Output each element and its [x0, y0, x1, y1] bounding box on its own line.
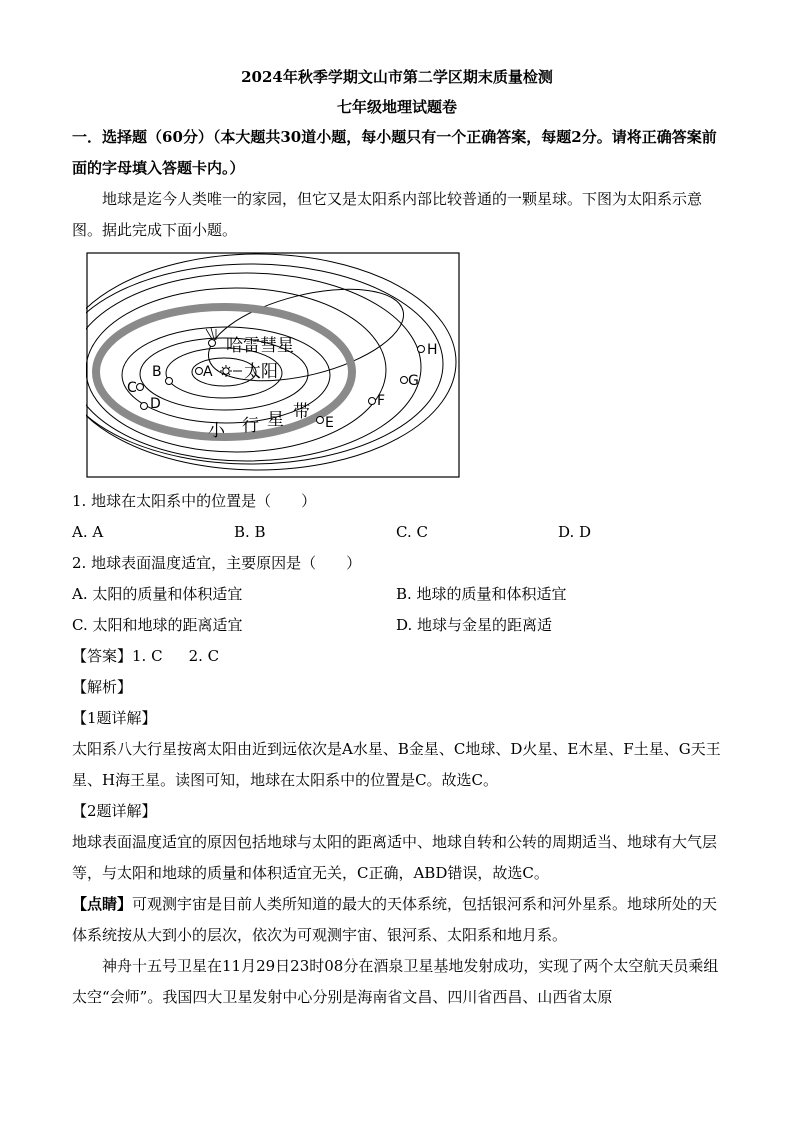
planet-g-label: G — [408, 373, 419, 389]
q2-option-d: D. 地球与金星的距离适 — [396, 616, 553, 634]
comet-label: 哈雷彗星 — [226, 336, 294, 356]
detail-2-label: 【2题详解】 — [72, 802, 157, 820]
planet-a-label: A — [203, 364, 213, 380]
q1-option-d: D. D — [558, 523, 592, 541]
planet-f-dot — [369, 398, 376, 405]
exam-title: 2024年秋季学期文山市第二学区期末质量检测 — [241, 68, 553, 86]
q1-option-c: C. C — [396, 523, 428, 541]
intro-paragraph-2: 神舟十五号卫星在11月29日23时08分在酒泉卫星基地发射成功，实现了两个太空航天员乘组太空“会师”。我国四大卫星发射中心分别是海南省文昌、四川省西昌、山西省太原 — [72, 957, 719, 1006]
planet-h-label: H — [427, 342, 438, 358]
planet-c-dot — [137, 384, 144, 391]
comet-dot — [209, 340, 216, 347]
q2-option-c: C. 太阳和地球的距离适宜 — [72, 616, 243, 634]
question-2-options-row-1 — [72, 579, 722, 610]
planet-a-dot — [196, 368, 203, 375]
answer-1: 1. C — [132, 647, 163, 665]
document-page — [72, 62, 722, 1013]
solar-system-diagram — [86, 252, 460, 478]
planet-e-label: E — [325, 415, 334, 431]
tip-text: 可观测宇宙是目前人类所知道的最大的天体系统，包括银河系和河外星系。地球所处的天体系统按从大到小的层次，依次为可观测宇宙、银河系、太阳系和地月系。 — [72, 895, 718, 944]
answer-2: 2. C — [188, 647, 220, 665]
exam-subtitle: 七年级地理试题卷 — [336, 98, 457, 116]
planet-f-label: F — [377, 393, 386, 409]
planet-h-dot — [418, 346, 425, 353]
detail-1-label: 【1题详解】 — [72, 709, 157, 727]
intro-paragraph-1: 地球是迄今人类唯一的家园，但它又是太阳系内部比较普通的一颗星球。下图为太阳系示意图。据此完成下面小题。 — [72, 190, 703, 239]
q2-option-b: B. 地球的质量和体积适宜 — [396, 585, 567, 603]
analysis-label: 【解析】 — [72, 678, 133, 696]
belt-char-3: 星 — [267, 410, 284, 430]
planet-b-label: B — [152, 364, 162, 380]
question-2-options-row-2 — [72, 610, 722, 641]
detail-2-text: 地球表面温度适宜的原因包括地球与太阳的距离适中、地球自转和公转的周期适当、地球有大气层等，与太阳和地球的质量和体积适宜无关，C正确，ABD错误，故选C。 — [72, 833, 718, 882]
planet-d-dot — [141, 403, 148, 410]
tip-paragraph — [72, 889, 722, 951]
planet-b-dot — [166, 378, 173, 385]
answer-label: 【答案】 — [72, 647, 133, 665]
q1-option-b: B. B — [234, 523, 266, 541]
solar-system-svg — [86, 252, 460, 478]
q2-option-a: A. 太阳的质量和体积适宜 — [72, 585, 243, 603]
question-1-options — [72, 517, 722, 548]
question-1-stem: 1. 地球在太阳系中的位置是（ ） — [72, 492, 317, 510]
planet-d-label: D — [150, 396, 161, 412]
detail-1-text: 太阳系八大行星按离太阳由近到远依次是A水星、B金星、C地球、D火星、E木星、F土星、G天王星、H海王星。读图可知，地球在太阳系中的位置是C。故选C。 — [72, 740, 721, 789]
answer-line — [72, 641, 722, 672]
planet-c-label: C — [127, 380, 137, 396]
belt-char-4: 带 — [293, 402, 310, 422]
tip-label: 【点睛】 — [72, 895, 133, 913]
question-2-stem: 2. 地球表面温度适宜，主要原因是（ ） — [72, 554, 362, 572]
planet-e-dot — [317, 417, 324, 424]
sun-label: 太阳 — [244, 362, 278, 382]
belt-char-1: 小 — [208, 421, 225, 441]
planet-g-dot — [401, 377, 408, 384]
belt-char-2: 行 — [242, 416, 259, 436]
section-heading: 一．选择题（60分）（本大题共30道小题，每小题只有一个正确答案，每题2分。请将正确答案前面的字母填入答题卡内。） — [72, 128, 717, 177]
q1-option-a: A. A — [72, 523, 104, 541]
